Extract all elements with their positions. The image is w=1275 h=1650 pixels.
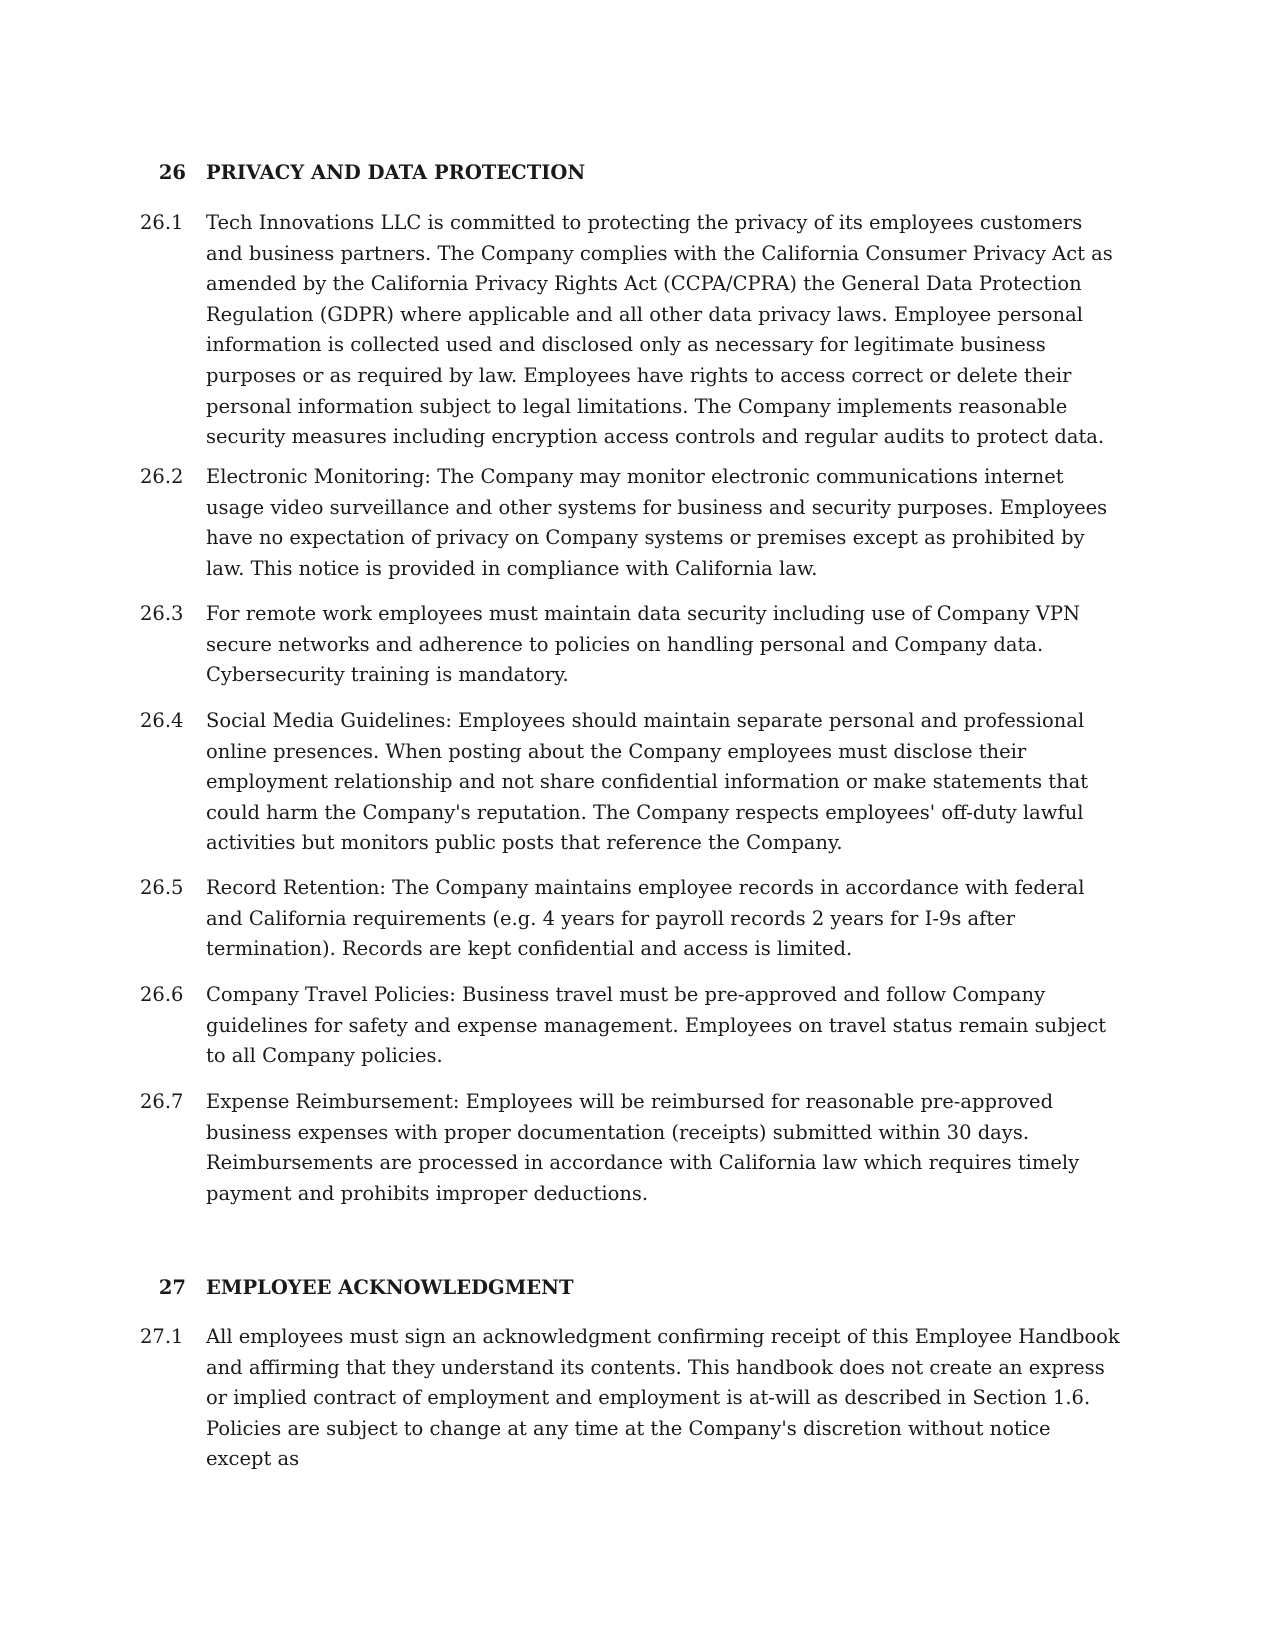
clause-text: Expense Reimbursement: Employees will be reimbursed for reasonable pre-approved business expenses with proper documentation (receipts) submitted within 30 days. Reimbursements are processed in accordance with California law which requires timely payment and prohibits improper deductions. <box>206 1090 1080 1205</box>
clause-text: Tech Innovations LLC is committed to protecting the privacy of its employees customers and business partners. The Company complies with the California Consumer Privacy Act as amended by the California Privacy Rights Act (CCPA/CPRA) the General Data Protection Regulation (GDPR) where applicable and all other data privacy laws. Employee personal information is collected used and disclosed only as necessary for legitimate business purposes or as required by law. Employees have rights to access correct or delete their personal information subject to legal limitations. The Company implements reasonable security measures including encryption access controls and regular audits to protect data. <box>206 211 1113 449</box>
clause-26-4 <box>140 706 1140 859</box>
clause-number: 26.4 <box>140 709 184 732</box>
clause-number: 27.1 <box>140 1325 184 1348</box>
section-number: 27 <box>158 1276 186 1299</box>
section-heading-26 <box>140 161 585 184</box>
clause-text: All employees must sign an acknowledgment confirming receipt of this Employee Handbook and affirming that they understand its contents. This handbook does not create an express or implied contract of employment and employment is at-will as described in Section 1.6. Policies are subject to change at any time at the Company's discretion without notice except as <box>206 1325 1120 1471</box>
clause-26-6 <box>140 980 1140 1072</box>
clause-26-2 <box>140 462 1140 584</box>
clause-text: Company Travel Policies: Business travel must be pre-approved and follow Company guidelines for safety and expense management. Employees on travel status remain subject to all Company policies. <box>206 983 1107 1068</box>
clause-number: 26.5 <box>140 876 184 899</box>
clause-text: Record Retention: The Company maintains employee records in accordance with federal and California requirements (e.g. 4 years for payroll records 2 years for I-9s after termination). Records are kept confidential and access is limited. <box>206 876 1085 961</box>
clause-number: 26.6 <box>140 983 184 1006</box>
clause-text: For remote work employees must maintain data security including use of Company VPN secure networks and adherence to policies on handling personal and Company data. Cybersecurity training is mandatory. <box>206 602 1081 687</box>
clause-26-3 <box>140 599 1140 691</box>
clause-27-1 <box>140 1322 1140 1475</box>
clause-26-1 <box>140 208 1140 453</box>
clause-number: 26.3 <box>140 602 184 625</box>
clause-26-7 <box>140 1087 1140 1209</box>
section-title: PRIVACY AND DATA PROTECTION <box>206 161 586 184</box>
section-heading-27 <box>140 1276 573 1299</box>
clause-number: 26.1 <box>140 211 184 234</box>
clause-number: 26.7 <box>140 1090 184 1113</box>
clause-number: 26.2 <box>140 465 184 488</box>
clause-text: Electronic Monitoring: The Company may monitor electronic communications internet usage video surveillance and other systems for business and security purposes. Employees have no expectation of privacy on Company systems or premises except as prohibited by law. This notice is provided in compliance with California law. <box>206 465 1108 580</box>
clause-text: Social Media Guidelines: Employees should maintain separate personal and professional online presences. When posting about the Company employees must disclose their employment relationship and not share confidential information or make statements that could harm the Company's reputation. The Company respects employees' off-duty lawful activities but monitors public posts that reference the Company. <box>206 709 1089 855</box>
section-number: 26 <box>158 161 186 184</box>
section-title: EMPLOYEE ACKNOWLEDGMENT <box>206 1276 574 1299</box>
clause-26-5 <box>140 873 1140 965</box>
